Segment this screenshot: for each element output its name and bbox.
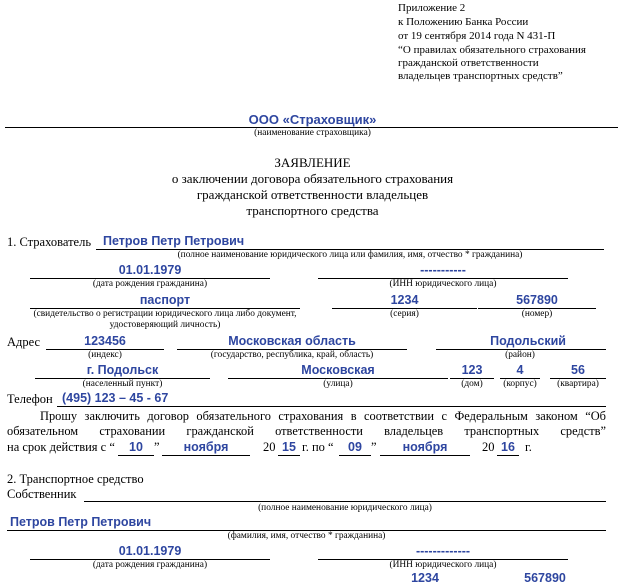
series-caption: (серия) [390,309,419,319]
owner-inn-value: ------------- [415,544,471,558]
building-caption: (корпус) [503,379,537,389]
term-year-to: 16 [501,440,515,454]
term-day-to-underline [339,455,371,456]
owner-caption: (полное наименование юридического лица) [258,503,432,513]
term-day-to: 09 [348,440,362,454]
owner-name: Петров Петр Петрович [10,515,152,529]
request-text-line: Прошу заключить договор обязательного страхования в соответствии с Федеральным законом “Об [40,409,606,423]
owner-label: Собственник [7,487,77,501]
identity-doc-value: паспорт [139,293,191,307]
doc-title: ЗАЯВЛЕНИЕ [274,155,351,170]
term-prefix: на срок действия с “ [7,440,115,454]
term-day-from: 10 [129,440,143,454]
owner-inn-caption: (ИНН юридического лица) [389,560,497,570]
house-value: 123 [461,363,483,377]
district-caption: (район) [505,350,535,360]
term-year-suffix: г. по “ [302,440,334,454]
appendix-line: гражданской ответственности [398,57,539,69]
term-month-from-underline [162,455,250,456]
postal-index-value: 123456 [84,334,126,348]
number-value: 567890 [516,293,558,307]
owner-birth-value: 01.01.1979 [118,544,182,558]
phone-value: (495) 123 – 45 - 67 [62,391,169,405]
term-year-to-underline [497,455,519,456]
birth-date-value: 01.01.1979 [118,263,182,277]
insurer-name: ООО «Страховщик» [248,112,377,127]
birth-date-caption: (дата рождения гражданина) [92,279,208,289]
owner-series-value: 1234 [411,571,439,585]
insurer-caption: (наименование страховщика) [254,128,371,138]
term-year-prefix: 20 [263,440,276,454]
term-year-prefix: 20 [482,440,495,454]
address-label: Адрес [7,335,41,349]
city-caption: (населенный пункт) [82,379,163,389]
region-value: Московская область [228,334,356,348]
doc-title-line: транспортного средства [246,203,379,218]
inn-caption: (ИНН юридического лица) [389,279,497,289]
identity-doc-caption: (свидетельство о регистрации юридического лица либо документ, [33,309,297,319]
series-value: 1234 [390,293,419,307]
owner-number-value: 567890 [524,571,566,585]
owner-birth-caption: (дата рождения гражданина) [92,560,208,570]
doc-title-line: гражданской ответственности владельцев [196,187,429,202]
doc-title-line: о заключении договора обязательного страхования [171,171,454,186]
appendix-line: к Положению Банка России [398,16,529,28]
postal-index-caption: (индекс) [88,350,122,360]
request-text-line: обязательном страховании гражданской ответственности владельцев транспортных средств” [7,424,606,438]
identity-doc-caption: удостоверяющий личность) [109,320,221,330]
phone-label: Телефон [7,392,53,406]
city-value: г. Подольск [86,363,159,377]
building-value: 4 [516,363,524,377]
term-quote: ” [371,440,377,454]
appendix-line: владельцев транспортных средств” [398,70,563,82]
term-quote: ” [154,440,160,454]
vehicle-label: 2. Транспортное средство [7,472,144,486]
term-day-from-underline [118,455,154,456]
term-year-suffix: г. [525,440,532,454]
owner-name-caption: (фамилия, имя, отчество * гражданина) [227,531,386,541]
phone-underline [57,406,606,407]
flat-value: 56 [571,363,585,377]
term-month-to-underline [380,455,470,456]
street-value: Московская [301,363,375,377]
owner-underline [84,501,606,502]
appendix-line: “О правилах обязательного страхования [398,44,586,56]
term-month-to: ноября [402,440,448,454]
policyholder-caption: (полное наименование юридического лица или фамилия, имя, отчество * гражданина) [177,250,523,260]
inn-value: ----------- [420,263,466,277]
term-year-from: 15 [282,440,296,454]
appendix-line: от 19 сентября 2014 года N 431-П [398,30,556,42]
street-caption: (улица) [323,379,353,389]
appendix-line: Приложение 2 [398,2,466,14]
policyholder-label: 1. Страхователь [7,235,92,249]
region-caption: (государство, республика, край, область) [210,350,374,360]
flat-caption: (квартира) [557,379,599,389]
district-text: Подольский [490,334,566,348]
term-year-from-underline [278,455,300,456]
house-caption: (дом) [461,379,483,389]
policyholder-name: Петров Петр Петрович [103,234,245,248]
number-caption: (номер) [521,309,553,319]
term-month-from: ноября [183,440,229,454]
